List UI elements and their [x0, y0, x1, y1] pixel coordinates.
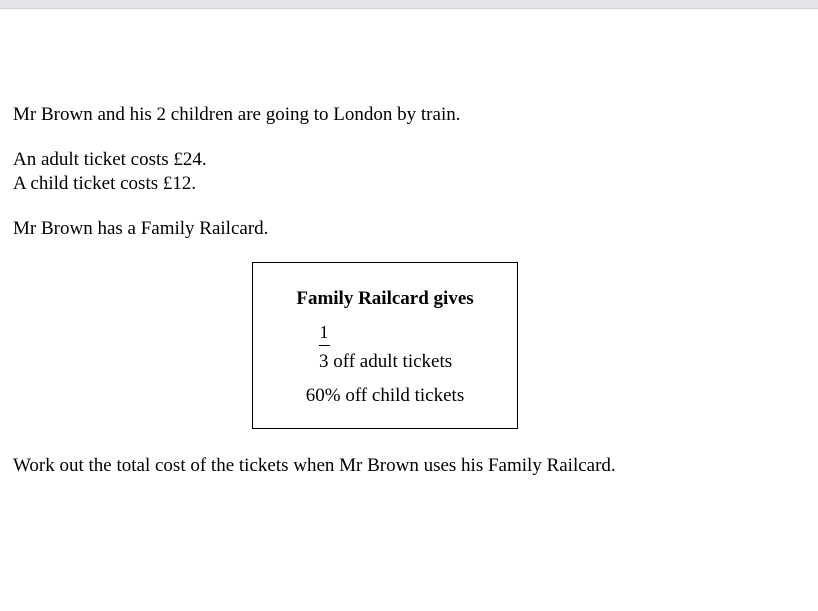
adult-discount-text: 3 off adult tickets: [319, 351, 453, 372]
fraction-bar: [319, 345, 330, 346]
child-discount-text: 60% off child tickets: [305, 385, 465, 406]
adult-ticket-price-text: An adult ticket costs £24.: [13, 149, 207, 170]
railcard-box-title: Family Railcard gives: [296, 288, 474, 309]
child-ticket-price-text: A child ticket costs £12.: [13, 173, 197, 194]
window-top-bar: [0, 0, 818, 9]
intro-text: Mr Brown and his 2 children are going to London by train.: [13, 104, 461, 125]
task-text: Work out the total cost of the tickets when Mr Brown uses his Family Railcard.: [13, 455, 616, 476]
fraction-numerator: 1: [319, 322, 329, 342]
railcard-info-box: [252, 262, 518, 429]
railcard-note-text: Mr Brown has a Family Railcard.: [13, 218, 269, 239]
